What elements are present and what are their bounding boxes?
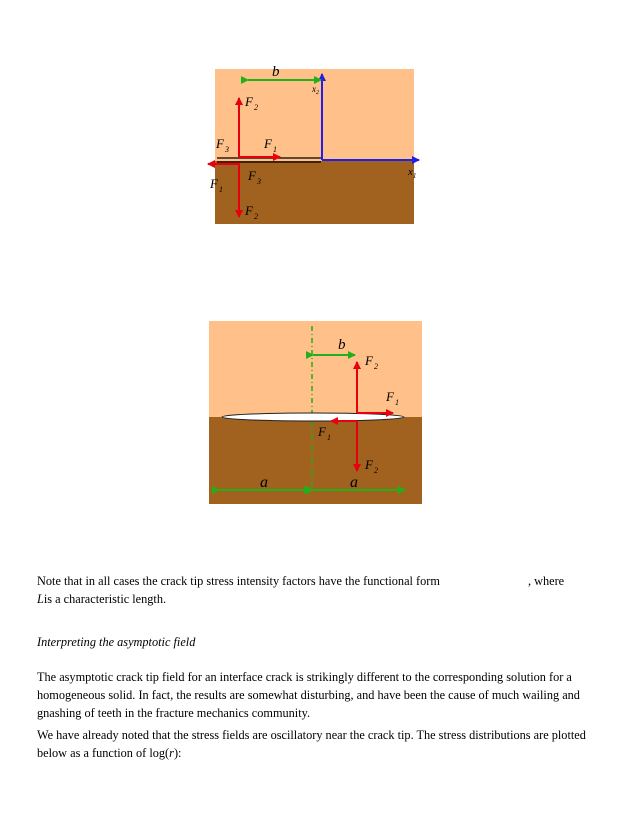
figure-crack-tip-forces: [200, 60, 425, 230]
label-b: b: [338, 337, 346, 353]
section-heading: Interpreting the asymptotic field: [37, 635, 196, 649]
note-paragraph: [37, 572, 603, 608]
label-f2-bottom: $F_2$: [365, 457, 378, 475]
paragraph-oscillatory-end: ):: [173, 746, 182, 760]
label-x2: $x_2$: [312, 84, 319, 96]
upper-material: [215, 69, 414, 161]
label-a-right: a: [350, 474, 358, 491]
label-f1-left: $F_1$: [318, 424, 331, 442]
label-f3-bottom: $F_3$: [248, 168, 261, 186]
label-f1-right: $F_1$: [386, 389, 399, 407]
note-L: L: [37, 592, 44, 606]
label-a-left: a: [260, 474, 268, 491]
paragraph-oscillatory-text: We have already noted that the stress fields are oscillatory near the crack tip. The stress distributions are plotted below as a function of log(: [37, 728, 586, 760]
crack-opening: [222, 413, 404, 421]
label-b: b: [272, 64, 280, 80]
label-f3-left: $F_3$: [216, 136, 229, 154]
label-f2-top: $F_2$: [365, 353, 378, 371]
label-x1: $x_1$: [408, 166, 417, 180]
label-f2-bottom: $F_2$: [245, 203, 258, 221]
note-line1: Note that in all cases the crack tip stress intensity factors have the functional form: [37, 574, 440, 588]
label-f2-top: $F_2$: [245, 94, 258, 112]
label-f1-top: $F_1$: [264, 136, 277, 154]
note-line2: is a characteristic length.: [43, 592, 167, 606]
paragraph-oscillatory: [37, 726, 603, 762]
symbol-r: r: [169, 746, 174, 760]
figure-finite-crack-forces: [205, 318, 427, 508]
paragraph-asymptotic-field: The asymptotic crack tip field for an interface crack is strikingly different to the corresponding solution for a homogeneous solid. In fact, the results are somewhat disturbing, and have been the cause of much wailing and gnashing of teeth in the fracture mechanics community.: [37, 670, 580, 720]
label-f1-bottom: $F_1$: [210, 176, 223, 194]
note-where: , where: [527, 574, 565, 588]
